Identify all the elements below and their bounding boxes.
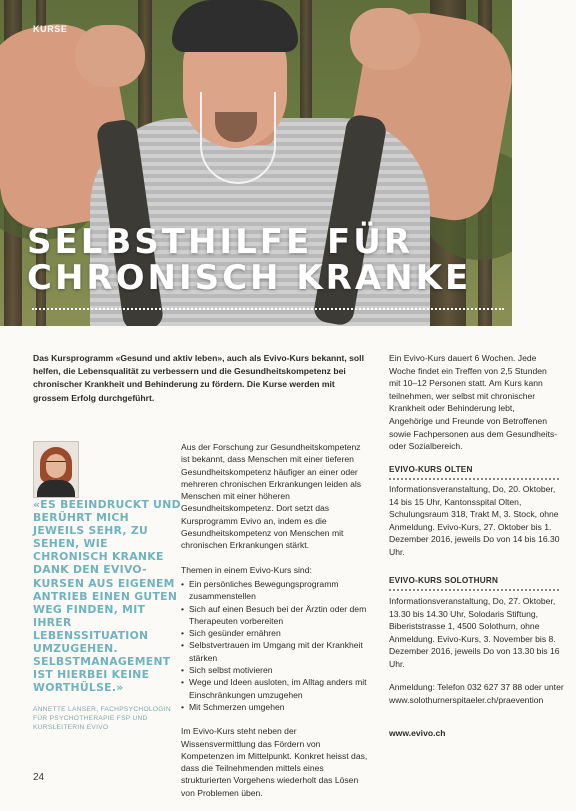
competence-paragraph: Im Evivo-Kurs steht neben der Wissensvermittlung das Fördern von Kompetenzen im Mittelpunkt. Konkret heisst das, dass die Teilnehmenden mittels eines strukturierten Vorgehens wiederholt das Lösen von Problemen üben.: [181, 726, 368, 798]
middle-column: [181, 441, 371, 811]
themes-title: Themen in einem Evivo-Kurs sind:: [181, 564, 312, 575]
registration-contact: Anmeldung: Telefon 032 627 37 88 oder unter www.solothurnerspitaeler.ch/praevention: [389, 682, 564, 705]
course-duration-paragraph: Ein Evivo-Kurs dauert 6 Wochen. Jede Woche findet ein Treffen von 2,5 Stunden mit 10–12 Personen statt. Am Kurs kann teilnehmen, wer selbst mit chronischer Krankheit oder Behinderung lebt, Angehörige und Freunde von Betroffenen sowie Fachpersonen aus dem Gesundheits- oder Sozialbereich.: [389, 353, 558, 452]
section-label: KURSE: [33, 24, 68, 34]
olten-course-heading: EVIVO-KURS OLTEN: [389, 465, 473, 474]
list-item: • Wege und Ideen ausloten, im Alltag anders mit Einschränkungen umzugehen: [181, 676, 371, 701]
list-item: • Sich gesünder ernähren: [181, 627, 371, 639]
olten-dotted-rule: [389, 478, 559, 480]
page-title-line-1: SELBSTHILFE FÜR: [27, 222, 414, 262]
list-item: • Sich selbst motivieren: [181, 664, 371, 676]
website-link[interactable]: www.evivo.ch: [389, 728, 446, 738]
olten-course-details: Informationsveranstaltung, Do, 20. Oktober, 14 bis 15 Uhr, Kantonsspital Olten, Schulungsraum 318, Trakt M, 3. Stock, ohne Anmeldung. Evivo-Kurs, 27. Oktober bis 1. Dezember 2016, jeweils Do von 14 bis 16.30 Uhr.: [389, 484, 560, 557]
solothurn-course-heading: EVIVO-KURS SOLOTHURN: [389, 576, 499, 585]
list-item: • Sich auf einen Besuch bei der Ärztin oder dem Therapeuten vorbereiten: [181, 603, 371, 628]
title-dotted-rule: [32, 308, 504, 310]
themes-block: [181, 564, 371, 714]
solothurn-course-details: Informationsveranstaltung, Do, 27. Oktober, 13.30 bis 14.30 Uhr, Solodaris Stiftung, Biberiststrasse 1, 4500 Solothurn, ohne Anmeldung. Evivo-Kurs, 3. November bis 8. Dezember 2016, jeweils Do von 13.30 bis 16 Uhr.: [389, 596, 560, 669]
solothurn-dotted-rule: [389, 589, 559, 591]
list-item: • Ein persönliches Bewegungsprogramm zusammenstellen: [181, 578, 371, 603]
research-paragraph: Aus der Forschung zur Gesundheitskompetenz ist bekannt, dass Menschen mit einer tieferen Gesundheitskompetenz häufiger an einer oder mehreren chronischen Erkrankungen leiden als Menschen mit einer höheren Gesundheitskompetenz. Dort setzt das Kursprogramm Evivo an, indem es die Gesundheitskompetenz von Menschen mit chronischen Erkrankungen stärkt.: [181, 442, 362, 551]
page-title-line-2: CHRONISCH KRANKE: [27, 258, 472, 298]
intro-paragraph: Das Kursprogramm «Gesund und aktiv leben», auch als Evivo-Kurs bekannt, soll helfen, die Lebensqualität zu verbessern und die Gesundheitskompetenz bei chronischer Krankheit und Behinderung zu fördern. Die Kurse werden mit grossem Erfolg durchgeführt.: [33, 353, 364, 403]
pull-quote: «ES BEEINDRUCKT UND BERÜHRT MICH JEWEILS SEHR, ZU SEHEN, WIE CHRONISCH KRANKE DANK DEN EVIVO-KURSEN AUS EIGENEM ANTRIEB EINEN GUTEN WEG FINDEN, MIT IHRER LEBENSSITUATION UMZUGEHEN. SELBSTMANAGEMENT IST HIERBEI KEINE WORTHÜLSE.»: [33, 498, 181, 695]
page-number: 24: [33, 772, 45, 783]
quote-author: ANNETTE LANSER, FACHPSYCHOLOGIN FÜR PSYCHOTHERAPIE FSP UND KURSLEITERIN EVIVO: [33, 706, 171, 731]
author-portrait: [33, 441, 79, 498]
themes-list: [181, 578, 371, 713]
list-item: • Selbstvertrauen im Umgang mit der Krankheit stärken: [181, 639, 371, 664]
hero-photo: [0, 0, 512, 326]
list-item: • Mit Schmerzen umgehen: [181, 701, 371, 713]
